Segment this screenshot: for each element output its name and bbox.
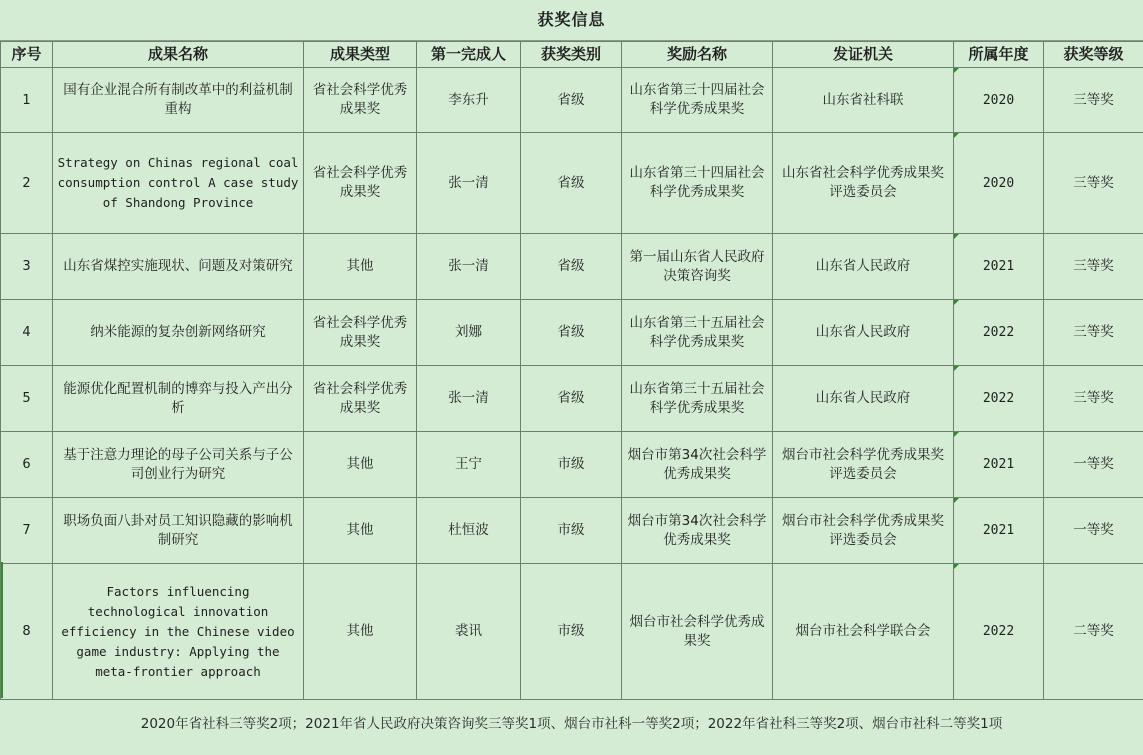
cell-year[interactable]: 2022 <box>954 366 1044 432</box>
cell-name[interactable]: Strategy on Chinas regional coal consumption control A case study of Shandong Province <box>53 133 304 234</box>
cell-year[interactable]: 2021 <box>954 432 1044 498</box>
header-row <box>1 42 1143 68</box>
cell-award[interactable]: 烟台市第34次社会科学优秀成果奖 <box>622 432 773 498</box>
cell-issuer[interactable]: 山东省人民政府 <box>773 234 954 300</box>
cell-issuer[interactable]: 山东省社会科学优秀成果奖评选委员会 <box>773 133 954 234</box>
cell-year[interactable]: 2021 <box>954 498 1044 564</box>
header-year[interactable]: 所属年度 <box>954 42 1044 68</box>
table-row <box>1 234 1143 300</box>
cell-seq[interactable]: 8 <box>1 564 53 700</box>
table-row <box>1 498 1143 564</box>
cell-level[interactable]: 二等奖 <box>1044 564 1143 700</box>
cell-year[interactable]: 2020 <box>954 133 1044 234</box>
header-issuer[interactable]: 发证机关 <box>773 42 954 68</box>
cell-category[interactable]: 市级 <box>521 564 622 700</box>
cell-award[interactable]: 烟台市社会科学优秀成果奖 <box>622 564 773 700</box>
cell-level[interactable]: 一等奖 <box>1044 432 1143 498</box>
cell-name[interactable]: 职场负面八卦对员工知识隐藏的影响机制研究 <box>53 498 304 564</box>
cell-seq[interactable]: 6 <box>1 432 53 498</box>
cell-person[interactable]: 张一清 <box>417 234 521 300</box>
cell-name[interactable]: Factors influencing technological innovation efficiency in the Chinese video game industry: Applying the meta-frontier approach <box>53 564 304 700</box>
cell-award[interactable]: 第一届山东省人民政府决策咨询奖 <box>622 234 773 300</box>
cell-type[interactable]: 其他 <box>304 234 417 300</box>
cell-year[interactable]: 2021 <box>954 234 1044 300</box>
cell-category[interactable]: 省级 <box>521 366 622 432</box>
cell-seq[interactable]: 3 <box>1 234 53 300</box>
cell-issuer[interactable]: 山东省人民政府 <box>773 366 954 432</box>
cell-person[interactable]: 裘讯 <box>417 564 521 700</box>
cell-award[interactable]: 山东省第三十四届社会科学优秀成果奖 <box>622 133 773 234</box>
header-name[interactable]: 成果名称 <box>53 42 304 68</box>
cell-category[interactable]: 省级 <box>521 300 622 366</box>
cell-issuer[interactable]: 烟台市社会科学优秀成果奖评选委员会 <box>773 432 954 498</box>
cell-category[interactable]: 省级 <box>521 133 622 234</box>
cell-seq[interactable]: 4 <box>1 300 53 366</box>
header-category[interactable]: 获奖类别 <box>521 42 622 68</box>
cell-name[interactable]: 能源优化配置机制的博弈与投入产出分析 <box>53 366 304 432</box>
cell-type[interactable]: 省社会科学优秀成果奖 <box>304 133 417 234</box>
header-person[interactable]: 第一完成人 <box>417 42 521 68</box>
cell-person[interactable]: 杜恒波 <box>417 498 521 564</box>
cell-award[interactable]: 山东省第三十五届社会科学优秀成果奖 <box>622 300 773 366</box>
table-row <box>1 133 1143 234</box>
table-row <box>1 432 1143 498</box>
cell-category[interactable]: 省级 <box>521 68 622 133</box>
header-type[interactable]: 成果类型 <box>304 42 417 68</box>
cell-seq[interactable]: 7 <box>1 498 53 564</box>
cell-year[interactable]: 2022 <box>954 564 1044 700</box>
cell-type[interactable]: 其他 <box>304 432 417 498</box>
cell-name[interactable]: 国有企业混合所有制改革中的利益机制重构 <box>53 68 304 133</box>
cell-person[interactable]: 王宁 <box>417 432 521 498</box>
cell-type[interactable]: 其他 <box>304 564 417 700</box>
table-row <box>1 300 1143 366</box>
cell-issuer[interactable]: 山东省人民政府 <box>773 300 954 366</box>
cell-year[interactable]: 2022 <box>954 300 1044 366</box>
cell-level[interactable]: 三等奖 <box>1044 366 1143 432</box>
cell-award[interactable]: 山东省第三十四届社会科学优秀成果奖 <box>622 68 773 133</box>
cell-category[interactable]: 省级 <box>521 234 622 300</box>
table-row <box>1 366 1143 432</box>
header-seq[interactable]: 序号 <box>1 42 53 68</box>
cell-category[interactable]: 市级 <box>521 432 622 498</box>
cell-issuer[interactable]: 烟台市社会科学联合会 <box>773 564 954 700</box>
cell-category[interactable]: 市级 <box>521 498 622 564</box>
cell-type[interactable]: 省社会科学优秀成果奖 <box>304 300 417 366</box>
cell-name[interactable]: 纳米能源的复杂创新网络研究 <box>53 300 304 366</box>
selection-accent <box>1 562 3 698</box>
cell-name[interactable]: 山东省煤控实施现状、问题及对策研究 <box>53 234 304 300</box>
cell-person[interactable]: 张一清 <box>417 133 521 234</box>
cell-person[interactable]: 张一清 <box>417 366 521 432</box>
cell-level[interactable]: 一等奖 <box>1044 498 1143 564</box>
cell-type[interactable]: 省社会科学优秀成果奖 <box>304 68 417 133</box>
cell-level[interactable]: 三等奖 <box>1044 68 1143 133</box>
cell-issuer[interactable]: 烟台市社会科学优秀成果奖评选委员会 <box>773 498 954 564</box>
cell-seq[interactable]: 5 <box>1 366 53 432</box>
cell-seq[interactable]: 2 <box>1 133 53 234</box>
table-row <box>1 68 1143 133</box>
cell-seq[interactable]: 1 <box>1 68 53 133</box>
cell-award[interactable]: 山东省第三十五届社会科学优秀成果奖 <box>622 366 773 432</box>
cell-issuer[interactable]: 山东省社科联 <box>773 68 954 133</box>
cell-type[interactable]: 其他 <box>304 498 417 564</box>
cell-type[interactable]: 省社会科学优秀成果奖 <box>304 366 417 432</box>
cell-person[interactable]: 刘娜 <box>417 300 521 366</box>
cell-level[interactable]: 三等奖 <box>1044 300 1143 366</box>
cell-year[interactable]: 2020 <box>954 68 1044 133</box>
cell-award[interactable]: 烟台市第34次社会科学优秀成果奖 <box>622 498 773 564</box>
table-row <box>1 564 1143 700</box>
summary-footer[interactable]: 2020年省社科三等奖2项；2021年省人民政府决策咨询奖三等奖1项、烟台市社科一等奖2项；2022年省社科三等奖2项、烟台市社科二等奖1项 <box>140 716 1003 732</box>
cell-level[interactable]: 三等奖 <box>1044 133 1143 234</box>
header-level[interactable]: 获奖等级 <box>1044 42 1143 68</box>
cell-level[interactable]: 三等奖 <box>1044 234 1143 300</box>
header-award[interactable]: 奖励名称 <box>622 42 773 68</box>
sheet-title: 获奖信息 <box>0 0 1143 41</box>
cell-person[interactable]: 李东升 <box>417 68 521 133</box>
cell-name[interactable]: 基于注意力理论的母子公司关系与子公司创业行为研究 <box>53 432 304 498</box>
awards-table <box>0 41 1143 700</box>
